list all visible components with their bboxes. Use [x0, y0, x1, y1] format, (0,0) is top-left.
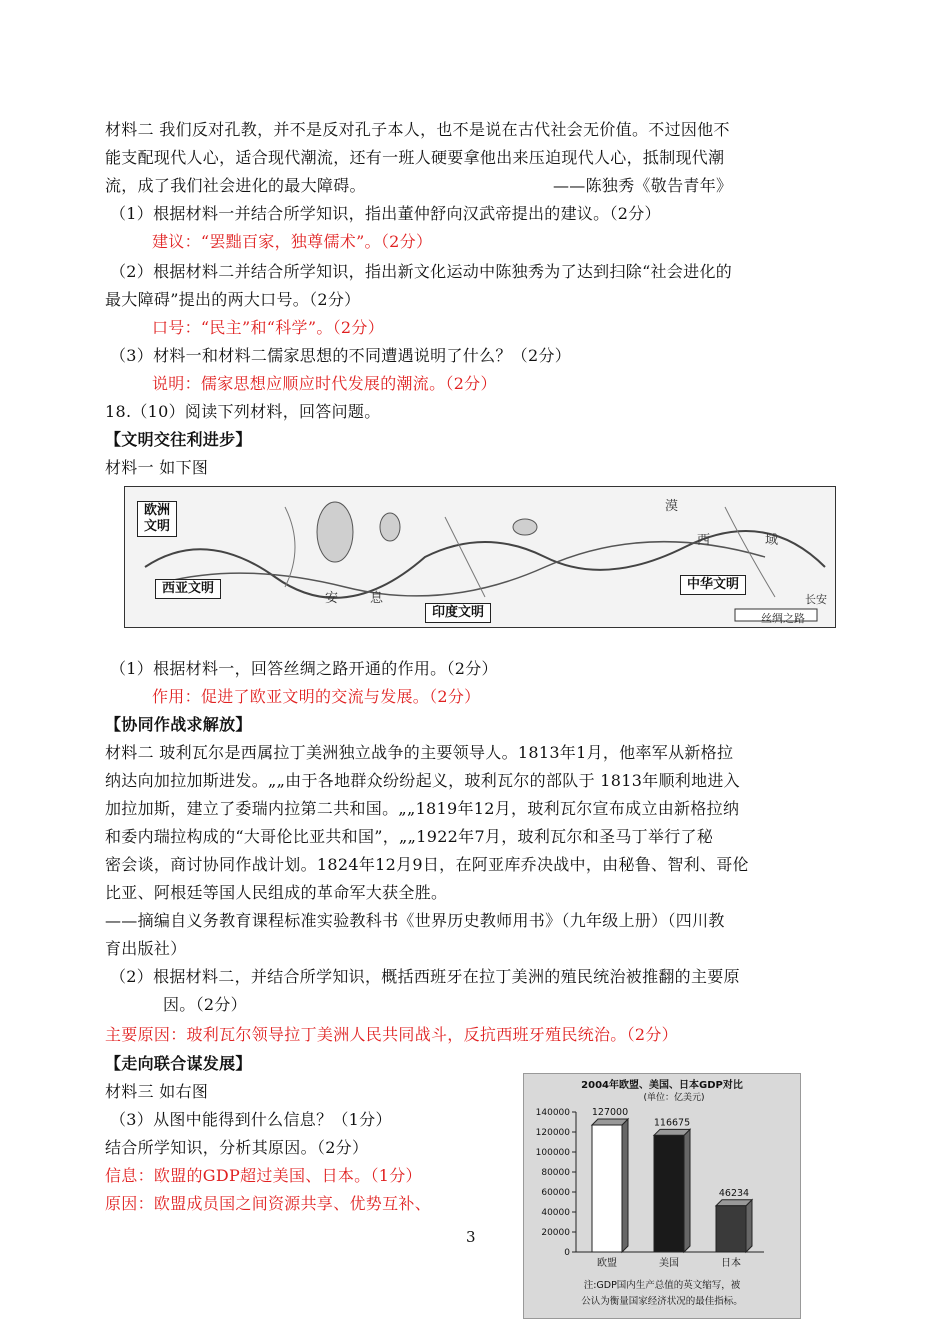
gdp-chart	[523, 1073, 801, 1319]
bar-1	[592, 1125, 622, 1252]
section-heading-cooperation: 【协同作战求解放】	[105, 715, 252, 734]
material1-intro: 材料一 如下图	[105, 458, 209, 477]
bar-top	[592, 1119, 628, 1125]
label-mo: 漠	[665, 499, 679, 514]
question-18-2-line2: 因。（2分）	[163, 995, 247, 1014]
silk-road-map	[124, 486, 836, 628]
label-india-civilization: 印度文明	[425, 603, 491, 623]
y-tick-label: 40000	[541, 1208, 570, 1218]
answer-2: 口号：“民主”和“科学”。（2分）	[152, 318, 384, 337]
bolivar-line6: 比亚、阿根廷等国人民组成的革命军大获全胜。	[105, 883, 448, 902]
source-line2: 育出版社）	[105, 939, 187, 958]
y-tick-label: 100000	[535, 1148, 570, 1158]
y-tick-label: 20000	[541, 1228, 570, 1238]
label-xi2: 息	[370, 591, 384, 606]
y-tick-label: 80000	[541, 1168, 570, 1178]
material2-line2: 能支配现代人心，适合现代潮流，还有一班人硬要拿他出来压迫现代人心，抵制现代潮	[105, 148, 725, 167]
legend-silk-road: 丝绸之路	[761, 612, 805, 625]
answer-18-3-info: 信息：欧盟的GDP超过美国、日本。（1分）	[105, 1166, 422, 1185]
question-2-line1: （2）根据材料二并结合所学知识，指出新文化运动中陈独秀为了达到扫除“社会进化的	[110, 262, 733, 281]
question-18: 18.（10）阅读下列材料，回答问题。	[105, 402, 381, 421]
source-line1: ——摘编自义务教育课程标准实验教科书《世界历史教师用书》（九年级上册）（四川教	[105, 911, 725, 930]
bolivar-line5: 密会谈，商讨协同作战计划。1824年12月9日，在阿亚库乔决战中，由秘鲁、智利、哥伦	[105, 855, 749, 874]
category-label: 欧盟	[597, 1258, 617, 1269]
bar-top	[654, 1129, 690, 1135]
section-heading-union: 【走向联合谋发展】	[105, 1054, 252, 1073]
answer-18-2: 主要原因：玻利瓦尔领导拉丁美洲人民共同战斗，反抗西班牙殖民统治。（2分）	[105, 1025, 678, 1044]
bar-value-label: 127000	[591, 1107, 629, 1118]
question-3: （3）材料一和材料二儒家思想的不同遭遇说明了什么？（2分）	[110, 346, 572, 365]
bolivar-line4: 和委内瑞拉构成的“大哥伦比亚共和国”，„„1922年7月，玻利瓦尔和圣马丁举行了秘	[105, 827, 714, 846]
question-1: （1）根据材料一并结合所学知识，指出董仲舒向汉武帝提出的建议。（2分）	[110, 204, 661, 223]
bar-side	[622, 1119, 628, 1252]
bar-2	[654, 1135, 684, 1252]
chart-title: 2004年欧盟、美国、日本GDP对比	[581, 1080, 743, 1091]
bolivar-line3: 加拉加斯，建立了委瑞内拉第二共和国。„„1819年12月，玻利瓦尔宣布成立由新格拉纳	[105, 799, 740, 818]
answer-18-1: 作用：促进了欧亚文明的交流与发展。（2分）	[152, 687, 481, 706]
category-label: 美国	[659, 1258, 679, 1269]
bar-side	[684, 1129, 690, 1252]
chart-note-line2: 公认为衡量国家经济状况的最佳指标。	[581, 1296, 743, 1307]
label-europe-civilization: 欧洲 文明	[137, 501, 177, 537]
page-number: 3	[466, 1228, 476, 1246]
label-yu: 域	[765, 533, 779, 548]
material3-intro: 材料三 如右图	[105, 1082, 209, 1101]
label-china-civilization: 中华文明	[680, 575, 746, 595]
section-heading-civilization: 【文明交往利进步】	[105, 430, 252, 449]
label-west-asia-civilization: 西亚文明	[155, 579, 221, 599]
gdp-chart-svg	[524, 1074, 800, 1318]
bar-value-label: 46234	[718, 1187, 750, 1199]
material2-source: ——陈独秀《敬告青年》	[553, 176, 733, 195]
bar-3	[716, 1206, 746, 1252]
label-xi: 西	[697, 533, 711, 548]
answer-18-3-reason: 原因：欧盟成员国之间资源共享、优势互补、	[105, 1194, 432, 1213]
chart-subtitle: (单位：亿美元)	[643, 1093, 705, 1103]
answer-3: 说明：儒家思想应顺应时代发展的潮流。（2分）	[152, 374, 497, 393]
bar-side	[746, 1200, 752, 1252]
question-2-line2: 最大障碍”提出的两大口号。（2分）	[105, 290, 361, 309]
label-an: 安	[325, 591, 339, 606]
label-changan: 长安	[805, 593, 827, 606]
bar-top	[716, 1200, 752, 1206]
y-tick-label: 140000	[535, 1108, 570, 1118]
question-18-3b: 结合所学知识，分析其原因。（2分）	[105, 1138, 369, 1157]
bar-value-label: 116675	[653, 1117, 691, 1129]
material2-line3: 流，成了我们社会进化的最大障碍。	[105, 176, 366, 195]
bolivar-line1: 材料二 玻利瓦尔是西属拉丁美洲独立战争的主要领导人。1813年1月，他率军从新格拉	[105, 743, 734, 762]
category-label: 日本	[721, 1258, 741, 1269]
question-18-3: （3）从图中能得到什么信息？（1分）	[110, 1110, 392, 1129]
y-tick-label: 60000	[541, 1188, 570, 1198]
bolivar-line2: 纳达向加拉加斯进发。„„由于各地群众纷纷起义，玻利瓦尔的部队于 1813年顺利地进入	[105, 771, 740, 790]
answer-1: 建议：“罢黜百家，独尊儒术”。（2分）	[152, 232, 433, 251]
y-tick-label: 0	[564, 1248, 570, 1258]
y-tick-label: 120000	[535, 1128, 570, 1138]
question-18-1: （1）根据材料一，回答丝绸之路开通的作用。（2分）	[110, 659, 498, 678]
question-18-2-line1: （2）根据材料二，并结合所学知识，概括西班牙在拉丁美洲的殖民统治被推翻的主要原	[110, 967, 740, 986]
chart-note-line1: 注:GDP国内生产总值的英文缩写，被	[583, 1280, 741, 1291]
material2-line1: 材料二 我们反对孔教，并不是反对孔子本人，也不是说在古代社会无价值。不过因他不	[105, 120, 730, 139]
